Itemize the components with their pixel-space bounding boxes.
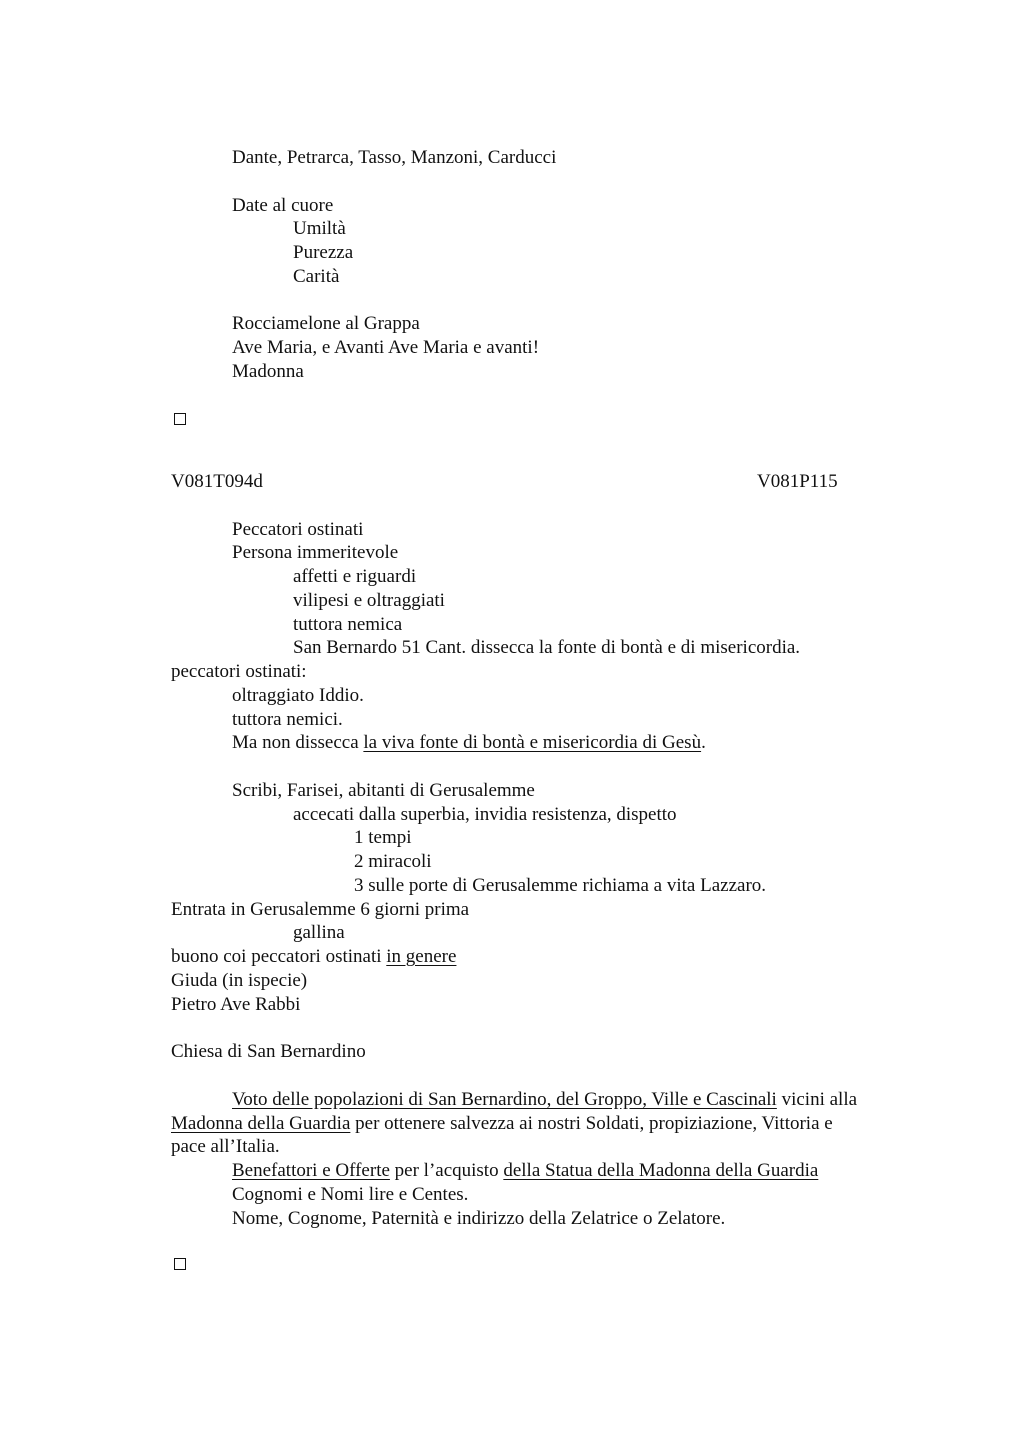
virtue-item: Umiltà — [293, 218, 346, 239]
rocciamelone-line: Rocciamelone al Grappa — [232, 313, 420, 334]
checkbox-marker — [174, 1258, 186, 1270]
text-line: Scribi, Farisei, abitanti di Gerusalemme — [232, 780, 535, 801]
underlined-text: Voto delle popolazioni di San Bernardino, del Groppo, Ville e Cascinali — [232, 1089, 777, 1110]
text-line: oltraggiato Iddio. — [232, 685, 364, 706]
text-segment: per l’acquisto — [389, 1160, 504, 1181]
madonna-line: Madonna — [232, 361, 304, 382]
underlined-text: Benefattori e Offerte — [232, 1160, 390, 1181]
underlined-text: in genere — [386, 946, 457, 967]
text-line: Peccatori ostinati — [232, 519, 364, 540]
text-line: San Bernardo 51 Cant. dissecca la fonte di bontà e di misericordia. — [293, 637, 801, 658]
text-line — [171, 945, 456, 969]
text-line: Entrata in Gerusalemme 6 giorni prima — [171, 899, 470, 920]
text-line: Nome, Cognome, Paternità e indirizzo della Zelatrice o Zelatore. — [232, 1208, 726, 1229]
underlined-text: la viva fonte di bontà e misericordia di Gesù — [363, 732, 702, 753]
text-segment: vicini alla — [776, 1089, 858, 1110]
left-code: V081T094d — [171, 471, 263, 492]
text-line: Giuda (in ispecie) — [171, 970, 308, 991]
text-line: tuttora nemici. — [232, 709, 343, 730]
text-line — [232, 1159, 818, 1183]
date-al-cuore-line: Date al cuore — [232, 195, 334, 216]
text-line: accecati dalla superbia, invidia resistenza, dispetto — [293, 804, 677, 825]
text-line: pace all’Italia. — [171, 1136, 280, 1157]
chiesa-heading: Chiesa di San Bernardino — [171, 1041, 366, 1062]
checkbox-marker — [174, 413, 186, 425]
text-segment: buono coi peccatori ostinati — [171, 946, 387, 967]
text-line — [232, 731, 706, 755]
underlined-text: Madonna della Guardia — [171, 1113, 351, 1134]
text-line: 1 tempi — [354, 827, 412, 848]
text-segment: . — [701, 732, 706, 753]
text-line: 2 miracoli — [354, 851, 432, 872]
text-line: tuttora nemica — [293, 614, 403, 635]
virtue-item: Carità — [293, 266, 340, 287]
text-line: affetti e riguardi — [293, 566, 417, 587]
text-line — [232, 1088, 857, 1112]
text-segment: per ottenere salvezza ai nostri Soldati, propiziazione, Vittoria e — [350, 1113, 833, 1134]
underlined-text: della Statua della Madonna della Guardia — [503, 1160, 819, 1181]
text-line: Cognomi e Nomi lire e Centes. — [232, 1184, 469, 1205]
text-line: 3 sulle porte di Gerusalemme richiama a vita Lazzaro. — [354, 875, 767, 896]
text-line — [171, 1112, 833, 1136]
text-line: vilipesi e oltraggiati — [293, 590, 445, 611]
ave-maria-line: Ave Maria, e Avanti Ave Maria e avanti! — [232, 337, 540, 358]
virtue-item: Purezza — [293, 242, 354, 263]
text-line: gallina — [293, 922, 345, 943]
right-code: V081P115 — [757, 471, 838, 492]
authors-line: Dante, Petrarca, Tasso, Manzoni, Carducci — [232, 147, 557, 168]
text-line: peccatori ostinati: — [171, 661, 307, 682]
text-line: Persona immeritevole — [232, 542, 399, 563]
text-line: Pietro Ave Rabbi — [171, 994, 301, 1015]
text-segment: Ma non dissecca — [232, 732, 364, 753]
